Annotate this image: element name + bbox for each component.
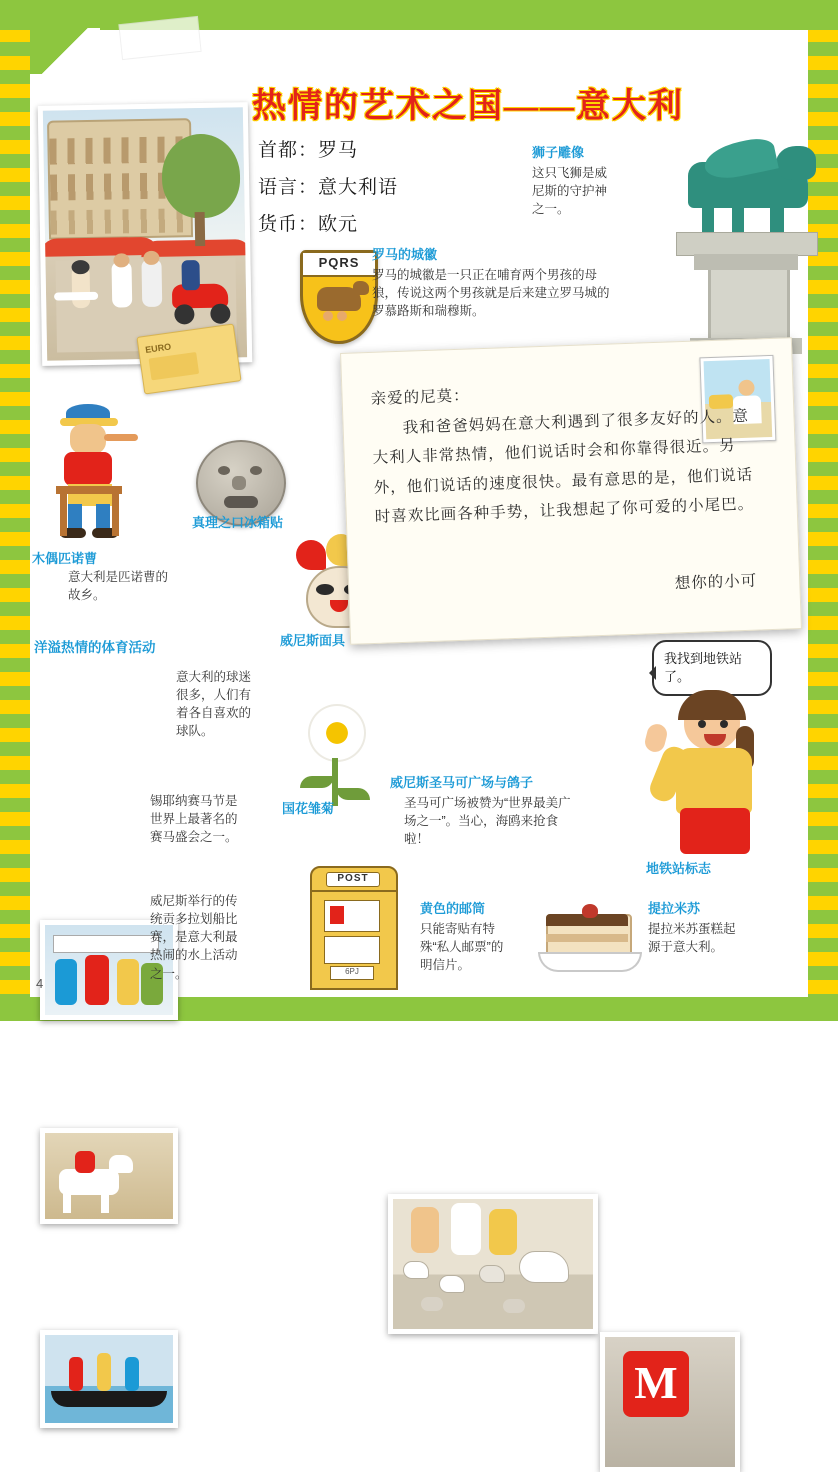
fact-currency [258,209,458,236]
pigeon-1 [403,1261,429,1279]
page-number: 4 [36,976,44,991]
fans-banner [53,935,159,953]
tiramisu-illustration [536,898,646,984]
pigeon-2 [439,1275,465,1293]
horse-leg-1 [63,1193,71,1213]
mailbox-illustration [300,866,404,992]
gondola-hull [51,1391,167,1407]
sports-section-caption: 洋溢热情的体育活动 [34,640,156,655]
pinocchio-head [70,424,106,454]
pinocchio-shirt [64,452,112,486]
fact-language-value: 意大利语 [318,177,399,198]
she-wolf-head [353,281,369,295]
lion-leg-2 [732,202,744,236]
mouth-of-truth-caption: 真理之口冰箱贴 [192,515,284,530]
fact-language-label: 语言： [258,177,319,198]
tiramisu-berry [582,904,598,918]
tourist-2 [451,1203,481,1255]
tiramisu-plate [538,952,642,972]
mouth-eye-right [250,466,262,475]
mouth-nose [232,476,246,490]
pedestal-mid [694,254,798,270]
pigeons-text: 圣马可广场被赞为“世界最美广场之一”。当心，海鸥来抢食啦！ [404,796,571,847]
lion-leg-3 [770,202,784,236]
scooter-rider [181,260,200,290]
pedestal-column [708,270,790,340]
mouth-eye-left [218,466,230,475]
mask-eye-left [316,584,334,595]
mailbox-code: 6PJ [330,966,374,980]
girl-eye-right [720,720,728,728]
twin-1 [323,311,333,321]
fact-capital [258,135,458,162]
lion-caption: 狮子雕像 [532,145,585,160]
pigeon-5 [503,1299,525,1313]
stmark-pigeons-photo [388,1194,598,1334]
tree [161,133,240,218]
stool-leg-1 [60,494,67,536]
fan-1 [55,959,77,1005]
metro-caption: 地铁站标志 [646,861,712,876]
girl-overalls [680,808,750,854]
pinocchio-nose [104,434,138,441]
lion-statue-illustration [628,140,818,355]
tourist-3 [489,1209,517,1255]
stool-seat [56,486,122,494]
pigeon-4 [421,1297,443,1311]
tree-trunk [195,212,206,246]
fact-list [258,135,458,246]
lion-text: 这只飞狮是威尼斯的守护神之一。 [532,166,608,217]
letter-body: 我和爸爸妈妈在意大利遇到了很多友好的人。意大利人非常热情，他们说话时会和你靠得很近。另外，他们说话的速度很快。最有意思的是，他们说话时喜欢比画各种手势，让我想起了你可爱的小尾巴。 [372,407,755,527]
sports-text-2: 锡耶纳赛马节是世界上最著名的赛马盛会之一。 [150,794,238,845]
stool-leg-2 [112,494,119,536]
pedestal-top [676,232,818,256]
sports-text-1: 意大利的球迷很多，人们有着各自喜欢的球队。 [176,670,252,739]
emblem-text: 罗马的城徽是一只正在哺育两个男孩的母狼，传说这两个男孩就是后来建立罗马城的罗慕路斯和瑞穆斯。 [372,268,610,319]
fact-capital-value: 罗马 [318,140,359,161]
fact-capital-label: 首都： [258,140,319,161]
horse-head [109,1155,133,1173]
tiramisu-layer [546,934,628,942]
corner-curl [30,28,100,74]
pinocchio-illustration [30,400,170,545]
daisy-illustration [278,700,388,810]
metro-sign-photo [600,1332,740,1472]
rower-1 [69,1357,83,1391]
lion-head [776,146,816,180]
girl-character [640,690,790,865]
cafe-table [54,292,98,301]
page-title: 热情的艺术之国——意大利 [252,88,684,125]
girl-hair [678,690,746,720]
metro-logo: M [623,1351,689,1417]
left-stripe-border [0,0,30,1021]
pinocchio-text: 意大利是匹诺曹的故乡。 [68,570,169,603]
rome-emblem-shield [300,250,378,344]
girl-eye-left [698,720,706,728]
horse-leg-2 [101,1193,109,1213]
shield-motto: PQRS [303,253,375,277]
metro-speech-bubble: 我找到地铁站了。 [652,640,772,696]
emblem-caption: 罗马的城徽 [372,247,438,262]
banknote-art [149,352,200,380]
tourist-1 [411,1207,439,1253]
mailbox-map-panel [324,936,380,964]
person-3 [141,259,162,307]
mailbox-text: 只能寄贴有特殊“私人邮票”的明信片。 [420,922,504,973]
fan-2 [85,955,109,1005]
banknote-mark: EURO [144,341,172,355]
rower-2 [97,1353,111,1391]
daisy-caption: 国花雏菊 [282,801,335,816]
rower-3 [125,1357,139,1391]
pigeons-caption: 威尼斯圣马可广场与鸽子 [390,775,534,790]
person-2 [111,261,132,307]
postcard-letter [340,337,802,645]
twin-2 [337,311,347,321]
mailbox-post-label: POST [326,872,380,887]
daisy-leaf-right [336,788,370,800]
mailbox-icon [330,906,344,924]
fact-currency-label: 货币： [258,214,319,235]
pigeon-3 [479,1265,505,1283]
pinocchio-caption: 木偶匹诺曹 [32,551,98,566]
daisy-flower [308,704,366,762]
jockey [75,1151,95,1173]
lion-leg-1 [702,202,714,236]
letter-signature: 想你的小可 [674,572,758,592]
fan-3 [117,959,139,1005]
seagull [519,1251,569,1283]
mask-bell-left [296,540,326,570]
horse-race-photo [40,1128,178,1224]
fact-language [258,172,458,199]
tiramisu-caption: 提拉米苏 [648,901,701,916]
mouth-opening [224,496,258,508]
sports-text-3: 威尼斯举行的传统贡多拉划船比赛，是意大利最热闹的水上活动之一。 [150,894,238,981]
letter-salutation: 亲爱的尼莫： [370,387,470,408]
stamp-face [738,380,755,397]
fact-currency-value: 欧元 [318,214,359,235]
venice-mask-caption: 威尼斯面具 [280,633,346,648]
daisy-leaf-left [300,776,334,788]
mailbox-caption: 黄色的邮筒 [420,901,486,916]
tiramisu-text: 提拉米苏蛋糕起源于意大利。 [648,922,736,955]
gondola-race-photo [40,1330,178,1428]
arch-row-3 [51,208,191,234]
